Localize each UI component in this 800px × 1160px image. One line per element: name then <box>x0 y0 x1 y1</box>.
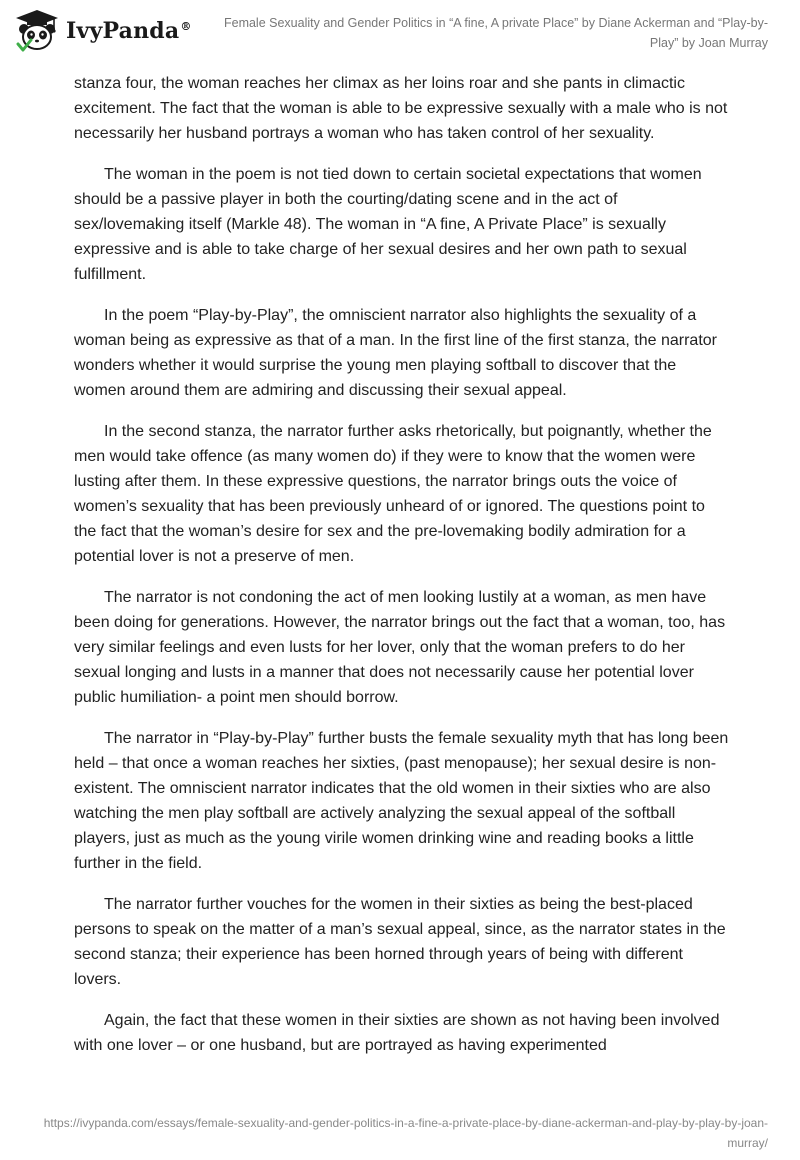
ivypanda-logo[interactable] <box>14 8 192 54</box>
paragraph: Again, the fact that these women in their sixties are shown as not having been involved with one lover – or one husband, but are portrayed as having experimented <box>74 1012 720 1054</box>
paragraph: stanza four, the woman reaches her climax as her loins roar and she pants in climactic excitement. The fact that the woman is able to be expressive sexually with a male who is not necessarily her husband portrays a woman who has taken control of her sexuality. <box>74 75 728 142</box>
paragraph: The narrator further vouches for the women in their sixties as being the best-placed persons to speak on the matter of a man’s sexual appeal, since, as the narrator states in the second stanza; their experience has been horned through years of being with different lovers. <box>74 896 726 988</box>
essay-body <box>74 71 730 1074</box>
paragraph: The narrator in “Play-by-Play” further busts the female sexuality myth that has long been held – that once a woman reaches her sixties, (past menopause); her sexual desire is non-existent. The omniscient narrator indicates that the old women in their sixties who are also watching the men play softball are actively analyzing the sexual appeal of the softball players, just as much as the young virile women drinking wine and reading books a little further in the field. <box>74 730 729 872</box>
source-url[interactable]: https://ivypanda.com/essays/female-sexuality-and-gender-politics-in-a-fine-a-private-place-by-diane-ackerman-and-play-by-play-by-joan-murray/ <box>43 1116 768 1150</box>
paragraph: The woman in the poem is not tied down to certain societal expectations that women should be a passive player in both the courting/dating scene and in the act of sex/lovemaking itself (Markle 48). The woman in “A fine, A Private Place” is sexually expressive and is able to take charge of her sexual desires and her own path to sexual fulfillment. <box>74 166 702 283</box>
document-title: Female Sexuality and Gender Politics in “A fine, A private Place” by Diane Ackerman and “Play-by-Play” by Joan Murray <box>223 16 768 50</box>
paragraph: The narrator is not condoning the act of men looking lustily at a woman, as men have been doing for generations. However, the narrator brings out the fact that a woman, too, has very similar feelings and even lusts for her lover, only that the woman prefers to do her sexual longing and lusts in a manner that does not necessarily cause her potential lover public humiliation- a point men should borrow. <box>74 589 726 706</box>
paragraph: In the poem “Play-by-Play”, the omniscient narrator also highlights the sexuality of a woman being as expressive as that of a man. In the first line of the first stanza, the narrator wonders whether it would surprise the young men playing softball to discover that the women around them are admiring and discussing their sexual appeal. <box>74 307 717 399</box>
paragraph: In the second stanza, the narrator further asks rhetorically, but poignantly, whether the men would take offence (as many women do) if they were to know that the women were lusting after them. In these expressive questions, the narrator brings outs the voice of women’s sexuality that has been previously unheard of or ignored. The questions point to the fact that the woman’s desire for sex and the pre-lovemaking bodily admiration for a potential lover is not a preserve of men. <box>74 423 712 565</box>
panda-graduate-icon <box>14 8 60 54</box>
page-header <box>0 0 800 62</box>
logo-wordmark: IvyPanda® <box>66 18 192 44</box>
